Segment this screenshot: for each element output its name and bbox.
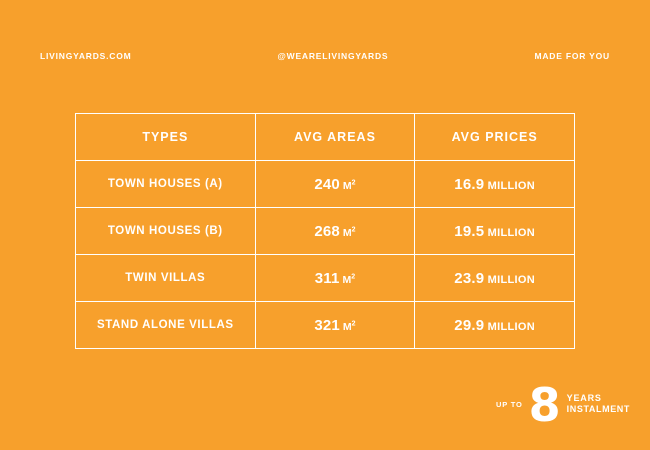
- cell-avg-price: [415, 302, 575, 349]
- price-value: 19.5: [454, 222, 485, 240]
- promo-years-label: YEARS: [566, 393, 602, 403]
- area-value: 311: [314, 269, 340, 287]
- price-unit: MILLION: [487, 273, 535, 286]
- table-row: [76, 302, 575, 349]
- cell-avg-area: [255, 208, 415, 255]
- column-header-avg-prices: AVG PRICES: [415, 114, 575, 161]
- instalment-promo: [496, 378, 630, 432]
- price-unit: MILLION: [487, 226, 535, 239]
- price-unit: MILLION: [487, 320, 535, 333]
- cell-avg-price: [415, 161, 575, 208]
- header-social-handle: @WEARELIVINGYARDS: [277, 51, 389, 61]
- price-value: 16.9: [454, 175, 485, 193]
- table-header: [76, 114, 575, 161]
- promo-text-block: [567, 393, 630, 417]
- price-unit: MILLION: [487, 179, 535, 192]
- header-bar: [40, 49, 610, 63]
- cell-property-type: TOWN HOUSES (A): [76, 161, 256, 208]
- pricing-table: [75, 113, 575, 349]
- area-unit: $M^2$: [342, 179, 356, 192]
- table-row: [76, 208, 575, 255]
- promo-instalment-label: INSTALMENT: [566, 404, 630, 414]
- column-header-types: TYPES: [76, 114, 256, 161]
- cell-avg-price: [415, 208, 575, 255]
- promo-up-to-label: UP TO: [496, 399, 523, 409]
- area-value: 268: [314, 222, 340, 240]
- area-unit: $M^2$: [342, 320, 356, 333]
- area-value: 321: [314, 316, 340, 334]
- promo-years-number: 8: [528, 378, 561, 432]
- cell-property-type: TOWN HOUSES (B): [76, 208, 256, 255]
- table-header-row: [76, 114, 575, 161]
- area-unit: $M^2$: [342, 273, 356, 286]
- header-tagline: MADE FOR YOU: [534, 51, 610, 61]
- header-website: LIVINGYARDS.COM: [40, 51, 132, 61]
- cell-avg-price: [415, 255, 575, 302]
- column-header-avg-areas: AVG AREAS: [255, 114, 415, 161]
- price-value: 23.9: [454, 269, 485, 287]
- table-body: [76, 161, 575, 349]
- cell-avg-area: [255, 161, 415, 208]
- table-row: [76, 255, 575, 302]
- area-unit: $M^2$: [342, 226, 356, 239]
- pricing-table-container: [75, 113, 575, 349]
- cell-property-type: TWIN VILLAS: [76, 255, 256, 302]
- table-row: [76, 161, 575, 208]
- cell-property-type: STAND ALONE VILLAS: [76, 302, 256, 349]
- cell-avg-area: [255, 255, 415, 302]
- cell-avg-area: [255, 302, 415, 349]
- area-value: 240: [314, 175, 340, 193]
- price-value: 29.9: [454, 316, 485, 334]
